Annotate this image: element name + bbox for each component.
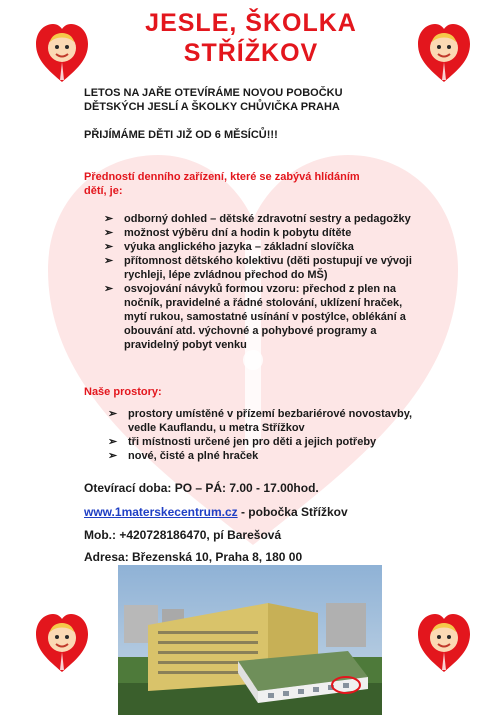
age-notice: PŘIJÍMÁME DĚTI JIŽ OD 6 MĚSÍCŮ!!!: [84, 129, 278, 141]
intro-line2: DĚTSKÝCH JESLÍ A ŠKOLKY CHŮVIČKA PRAHA: [84, 101, 340, 113]
premises-list: [108, 407, 424, 463]
address: Adresa: Březenská 10, Praha 8, 180 00: [84, 550, 303, 564]
building-photo: [118, 565, 382, 715]
advantages-heading: Předností denního zařízení, které se zabývá hlídáním dětí, je:: [84, 171, 360, 197]
list-item: ➢ nové, čisté a plné hraček: [108, 449, 424, 463]
list-item: ➢ možnost výběru dní a hodin k pobytu dítěte: [104, 226, 420, 240]
list-item: ➢ prostory umístěné v přízemí bezbariérové novostavby, vedle Kauflandu, u metra Střížkov: [108, 407, 424, 435]
list-item: ➢ osvojování návyků formou vzoru: přechod z plen na nočník, pravidelné a řádné stolování, uklízení hraček, mytí rukou, samostatné usínání v postýlce, oblékání a obouvání atd. výchovné a pohybové programy a pravidelný pobyt venku: [104, 282, 420, 352]
opening-hours: Otevírací doba: PO – PÁ: 7.00 - 17.00hod.: [84, 481, 319, 495]
web-line: [84, 504, 348, 520]
list-item: ➢ přítomnost dětského kolektivu (děti postupují ve vývoji rychleji, lépe zvládnou přechod do MŠ): [104, 254, 420, 282]
page-title-line2: STŘÍŽKOV: [183, 39, 319, 67]
premises-heading: Naše prostory:: [84, 386, 162, 398]
list-item: ➢ tři místnosti určené jen pro děti a jejich potřeby: [108, 435, 424, 449]
list-item: ➢ odborný dohled – dětské zdravotní sestry a pedagožky: [104, 212, 420, 226]
website-link[interactable]: www.1materskecentrum.cz: [84, 505, 238, 519]
page-title-line1: JESLE, ŠKOLKA: [145, 9, 357, 37]
advantages-list: [104, 212, 420, 352]
list-item: ➢ výuka anglického jazyka – základní slovíčka: [104, 240, 420, 254]
intro-line1: LETOS NA JAŘE OTEVÍRÁME NOVOU POBOČKU: [84, 87, 343, 99]
phone: Mob.: +420728186470, pí Barešová: [84, 528, 282, 542]
web-branch-text: - pobočka Střížkov: [237, 505, 348, 519]
